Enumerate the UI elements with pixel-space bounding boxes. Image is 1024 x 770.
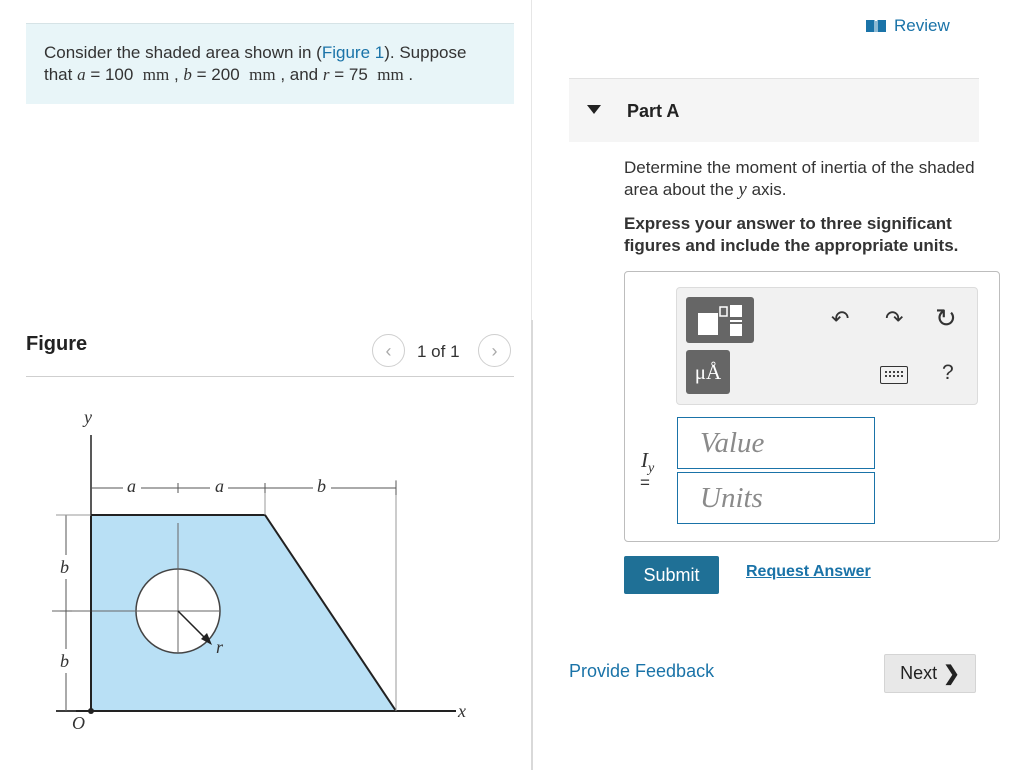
problem-statement: Consider the shaded area shown in (Figure 1). Suppose that a = 100 mm , b = 200 mm , and r = 75 mm . bbox=[26, 23, 514, 104]
figure-header bbox=[26, 325, 514, 377]
equals-sign: = bbox=[640, 473, 650, 492]
pane-divider[interactable] bbox=[531, 320, 533, 770]
label-r: r bbox=[216, 637, 224, 657]
end-period: . bbox=[408, 65, 414, 84]
unit-a: mm bbox=[142, 65, 170, 84]
figure-pager: 1 of 1 bbox=[417, 342, 460, 361]
chevron-right-icon: › bbox=[491, 340, 498, 361]
part-a-header[interactable] bbox=[569, 78, 979, 142]
label-a1: a bbox=[127, 476, 136, 496]
question-text bbox=[624, 157, 984, 201]
problem-that: that bbox=[44, 65, 73, 84]
origin-point bbox=[88, 708, 94, 714]
answer-box bbox=[624, 271, 1000, 542]
book-icon bbox=[866, 19, 886, 33]
pane-divider-top bbox=[531, 0, 532, 320]
chevron-left-icon: ‹ bbox=[385, 340, 392, 361]
var-a: a bbox=[77, 65, 86, 84]
problem-after-link: ). Suppose bbox=[384, 43, 467, 62]
units-input[interactable] bbox=[677, 472, 875, 524]
provide-feedback-link[interactable]: Provide Feedback bbox=[569, 661, 715, 681]
unit-r: mm bbox=[377, 65, 404, 84]
reset-icon[interactable]: ↻ bbox=[935, 303, 957, 333]
var-r: r bbox=[322, 65, 330, 84]
question-var: y bbox=[738, 179, 747, 200]
next-label: Next bbox=[900, 663, 938, 683]
label-b-left-upper: b bbox=[60, 557, 69, 577]
chevron-right-icon: ❯ bbox=[943, 663, 960, 685]
value-a: = 100 bbox=[85, 65, 134, 84]
value-r: = 75 bbox=[329, 65, 368, 84]
caret-down-icon bbox=[587, 105, 601, 114]
answer-instructions: Express your answer to three significant figures and include the appropriate units. bbox=[624, 214, 959, 255]
templates-icon bbox=[694, 301, 746, 339]
submit-button[interactable]: Submit bbox=[624, 556, 719, 594]
var-b: b bbox=[183, 65, 192, 84]
part-title: Part A bbox=[627, 101, 680, 121]
review-label: Review bbox=[894, 16, 950, 35]
problem-intro: Consider the shaded area shown in ( bbox=[44, 43, 322, 62]
next-button[interactable] bbox=[884, 654, 976, 693]
question-after: axis. bbox=[751, 180, 787, 199]
unit-b: mm bbox=[249, 65, 276, 84]
question-before: Determine the moment of inertia of the shaded area about the bbox=[624, 158, 975, 199]
request-answer-link[interactable]: Request Answer bbox=[746, 563, 871, 580]
figure-title: Figure bbox=[26, 333, 88, 355]
label-y: y bbox=[84, 407, 92, 427]
value-input[interactable] bbox=[677, 417, 875, 469]
figure-diagram bbox=[26, 395, 514, 770]
and-text: , and bbox=[280, 65, 319, 84]
prev-figure-button[interactable] bbox=[372, 334, 405, 367]
label-a2: a bbox=[215, 476, 224, 496]
redo-icon[interactable]: ↷ bbox=[885, 306, 904, 331]
label-origin: O bbox=[72, 713, 85, 733]
review-link[interactable] bbox=[866, 14, 950, 38]
figure-link[interactable]: Figure 1 bbox=[321, 43, 385, 62]
keyboard-icon[interactable] bbox=[880, 366, 908, 384]
label-b-left-lower: b bbox=[60, 651, 69, 671]
answer-symbol-main: I bbox=[641, 448, 648, 472]
label-b-top: b bbox=[317, 476, 326, 496]
math-toolbar bbox=[676, 287, 978, 405]
next-figure-button[interactable] bbox=[478, 334, 511, 367]
help-button[interactable]: ? bbox=[942, 361, 954, 384]
units-button[interactable]: μÅ bbox=[686, 350, 730, 394]
value-b: = 200 bbox=[191, 65, 240, 84]
undo-icon[interactable]: ↶ bbox=[831, 306, 850, 331]
answer-symbol-sub: y bbox=[648, 461, 655, 477]
label-x: x bbox=[458, 701, 466, 721]
templates-button[interactable] bbox=[686, 297, 754, 343]
